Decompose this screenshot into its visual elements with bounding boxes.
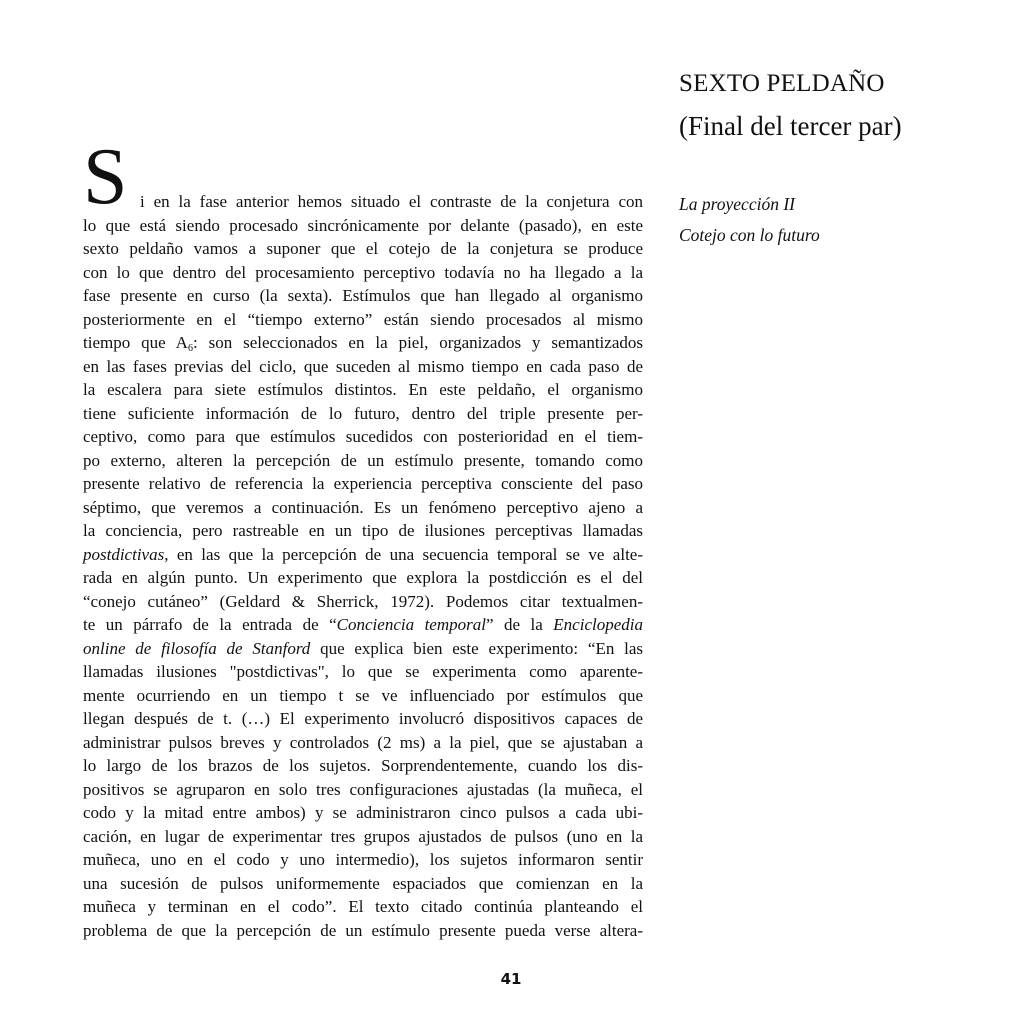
text-line: ceptivo, como para que estímulos sucedidos con posterioridad en el tiem- — [83, 427, 643, 446]
section-heading-line-1: La proyección II — [679, 194, 795, 214]
text-run: , en las que la percepción de una secuencia temporal se ve alte- — [164, 544, 643, 564]
text-line: la conciencia, pero rastreable en un tipo de ilusiones perceptivas llamadas — [83, 521, 643, 540]
text-line: codo y la mitad entre ambos) y se administraron cinco pulsos a cada ubi- — [83, 803, 643, 822]
italic-title: online de filosofía de Stanford — [83, 638, 311, 658]
text-line: séptimo, que veremos a continuación. Es un fenómeno perceptivo ajeno a — [83, 497, 643, 517]
text-line: llegan después de t. (…) El experimento involucró dispositivos capaces de — [83, 709, 643, 728]
section-heading-line-2: Cotejo con lo futuro — [679, 225, 820, 245]
drop-cap: S — [83, 133, 128, 221]
text-line: en las fases previas del ciclo, que suceden al mismo tiempo en cada paso de — [83, 356, 643, 376]
page-number: 41 — [500, 970, 522, 988]
italic-term: postdictivas — [83, 544, 165, 564]
text-run: tiempo que A — [83, 333, 188, 352]
text-line — [83, 331, 643, 355]
text-line: “conejo cutáneo” (Geldard & Sherrick, 1972). Podemos citar textualmen- — [83, 591, 643, 611]
text-line: muñeca, uno en el codo y uno intermedio), los sujetos informaron sentir — [83, 850, 643, 869]
text-line: problema de que la percepción de un estímulo presente pueda verse altera- — [83, 920, 643, 940]
text-line: llamadas ilusiones "postdictivas", lo que se experimenta como aparente- — [83, 662, 643, 681]
chapter-heading — [679, 70, 999, 141]
chapter-subtitle: (Final del tercer par) — [679, 111, 902, 141]
text-line: con lo que dentro del procesamiento perceptivo todavía no ha llegado a la — [83, 262, 643, 282]
section-heading — [679, 189, 999, 251]
text-run: : son seleccionados en la piel, organizados y semantizados — [192, 333, 643, 352]
text-line — [83, 543, 643, 567]
text-line: cación, en lugar de experimentar tres grupos ajustados de pulsos (uno en la — [83, 826, 643, 846]
text-line — [83, 613, 643, 637]
text-line — [83, 637, 643, 661]
subscript: 6 — [187, 343, 193, 354]
text-line: la escalera para siete estímulos distintos. En este peldaño, el organismo — [83, 380, 643, 399]
text-run: ” de la — [485, 615, 554, 634]
text-line: sexto peldaño vamos a suponer que el cotejo de la conjetura se produce — [83, 239, 643, 258]
text-line: po externo, alteren la percepción de un estímulo presente, tomando como — [83, 450, 643, 470]
text-line: tiene suficiente información de lo futuro, dentro del triple presente per- — [83, 403, 643, 423]
chapter-title: SEXTO PELDAÑO — [679, 70, 885, 97]
text-line: i en la fase anterior hemos situado el contraste de la conjetura con — [140, 192, 643, 211]
text-line: fase presente en curso (la sexta). Estímulos que han llegado al organismo — [83, 286, 643, 305]
text-line: rada en algún punto. Un experimento que explora la postdicción es el del — [83, 568, 643, 587]
text-line: mente ocurriendo en un tiempo t se ve influenciado por estímulos que — [83, 685, 643, 705]
italic-title: Conciencia temporal — [336, 615, 486, 634]
text-line: positivos se agruparon en solo tres configuraciones ajustadas (la muñeca, el — [83, 779, 643, 799]
text-line: administrar pulsos breves y controlados (2 ms) a la piel, que se ajustaban a — [83, 732, 643, 752]
text-run: que explica bien este experimento: “En las — [310, 638, 643, 658]
text-run: te un párrafo de la entrada de “ — [83, 615, 337, 634]
text-line: lo que está siendo procesado sincrónicamente por delante (pasado), en este — [83, 215, 643, 235]
text-line: lo largo de los brazos de los sujetos. Sorprendentemente, cuando los dis- — [83, 756, 643, 775]
text-line: muñeca y terminan en el codo”. El texto citado continúa planteando el — [83, 897, 643, 916]
text-line: presente relativo de referencia la experiencia perceptiva consciente del paso — [83, 474, 643, 493]
text-line: una sucesión de pulsos uniformemente espaciados que comienzan en la — [83, 873, 643, 893]
italic-title: Enciclopedia — [553, 615, 643, 634]
text-line: posteriormente en el “tiempo externo” están siendo procesados al mismo — [83, 309, 643, 329]
body-paragraph — [83, 133, 643, 942]
first-line — [83, 133, 643, 221]
